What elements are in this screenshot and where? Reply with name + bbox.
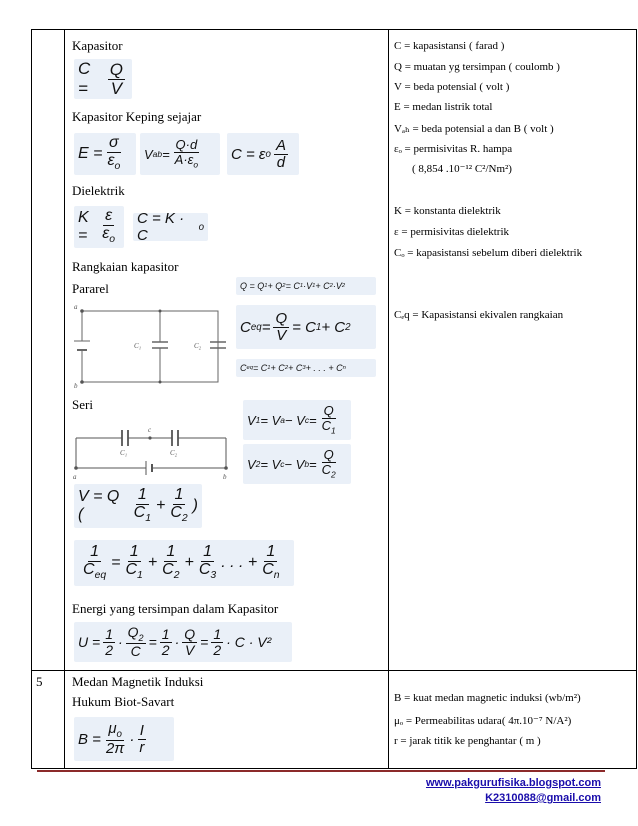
def-capacitance-before: Cₒ = kapasistansi sebelum diberi dielektrik — [394, 247, 583, 259]
label-rangkaian: Rangkaian kapasitor — [72, 259, 179, 274]
equation-parallel-sum: C eq = C 1 + C 2 + C 3 + . . . + C n — [236, 359, 376, 377]
label-keping-sejajar: Kapasitor Keping sejajar — [72, 109, 202, 124]
def-voltage: V = beda potensial ( volt ) — [394, 81, 510, 93]
series-c2-label: C₂ — [170, 449, 178, 457]
series-node-b-label: b — [223, 473, 227, 481]
def-potential-ab: Vₐₕ = beda potensial a dan B ( volt ) — [394, 123, 554, 135]
def-permittivity-value: ( 8,854 .10⁻¹² C²/Nm²) — [412, 163, 512, 175]
c1-label: C₁ — [134, 342, 142, 350]
def-dielectric-constant: K = konstanta dielektrik — [394, 205, 501, 217]
footer-rule — [37, 770, 605, 772]
node-a-label: a — [74, 303, 78, 311]
node-c-label: c — [148, 426, 152, 434]
equation-series-voltage: V = Q ( $\frac{1}{C_1}$ + $\frac{1}{C_2}$ ) — [74, 484, 202, 528]
def-capacitance: C = kapasistansi ( farad ) — [394, 40, 505, 52]
equation-biot-savart: B = $\frac{\mu_o}{2\pi}$ · $\frac{I}{r}$ — [74, 717, 174, 761]
series-circuit-diagram — [72, 424, 232, 482]
label-energi: Energi yang tersimpan dalam Kapasitor — [72, 601, 279, 616]
parallel-circuit-diagram — [72, 302, 234, 388]
equation-parallel-charge: Q = Q 1 + Q 2 = C 1 ·V 1 + C 2 ·V 2 — [236, 277, 376, 295]
def-permeability: μₒ = Permeabilitas udara( 4π.10⁻⁷ N/A²) — [394, 715, 572, 727]
equation-voltage-plate: V ab = $\frac{Q\cdot d}{A\cdot\varepsilon_o}$ — [140, 133, 220, 175]
equation-parallel-equivalent: C eq = $\frac{Q}{V}$ = C 1 + C 2 — [236, 305, 376, 349]
label-seri: Seri — [72, 397, 93, 412]
label-kapasitor: Kapasitor — [72, 38, 123, 53]
equation-capacitance-plate: C = ε o $\frac{A}{d}$ — [227, 133, 299, 175]
equation-capacitance: C = $\frac{Q}{V}$ — [74, 59, 132, 99]
label-dielektrik: Dielektrik — [72, 183, 125, 198]
equation-dielectric-capacitance: C = K · C o — [133, 213, 208, 241]
series-c1-label: C₁ — [120, 449, 128, 457]
row-number: 5 — [36, 674, 43, 689]
footer-blog-link[interactable]: www.pakgurufisika.blogspot.com — [425, 777, 601, 789]
def-charge: Q = muatan yg tersimpan ( coulomb ) — [394, 61, 560, 73]
label-pararel: Pararel — [72, 281, 109, 296]
def-distance: r = jarak titik ke penghantar ( m ) — [394, 735, 541, 747]
series-node-a-label: a — [73, 473, 77, 481]
def-equivalent-capacitance: Cₑq = Kapasistansi ekivalen rangkaian — [394, 309, 564, 321]
node-b-label: b — [74, 382, 78, 388]
def-permittivity-vacuum: εₒ = permisivitas R. hampa — [394, 143, 513, 155]
equation-dielectric-constant: K = $\frac{\varepsilon}{\varepsilon_o}$ — [74, 206, 124, 248]
def-dielectric-permittivity: ε = permisivitas dielektrik — [394, 226, 509, 238]
equation-field-plate: E = $\frac{\sigma}{\varepsilon_o}$ — [74, 133, 136, 175]
label-biot-savart: Hukum Biot-Savart — [72, 694, 175, 709]
footer-email-link[interactable]: K2310088@gmail.com — [485, 792, 601, 804]
label-medan-magnetik: Medan Magnetik Induksi — [72, 674, 204, 689]
def-field: E = medan listrik total — [394, 101, 493, 113]
c2-label: C₂ — [194, 342, 202, 350]
def-magnetic-field: B = kuat medan magnetic induksi (wb/m²) — [394, 692, 581, 704]
equation-energy: U = $\frac{1}{2}$ · $\frac{Q_2}{C}$ = $\frac{1}{2}$ · $\frac{Q}{V}$ = $\frac{1}{2}$ · C · V² — [74, 622, 292, 662]
equation-series-sum: $\frac{1}{C_{eq}}$ = $\frac{1}{C_1}$ + $\frac{1}{C_2}$ + $\frac{1}{C_3}$ . . . + $\frac{1}{C_n}$ — [74, 540, 294, 586]
equation-series-v1: V 1 = V a − V c = $\frac{Q}{C_1}$ — [243, 400, 351, 440]
number-cell — [32, 30, 65, 671]
equation-series-v2: V 2 = V c − V b = $\frac{Q}{C_2}$ — [243, 444, 351, 484]
